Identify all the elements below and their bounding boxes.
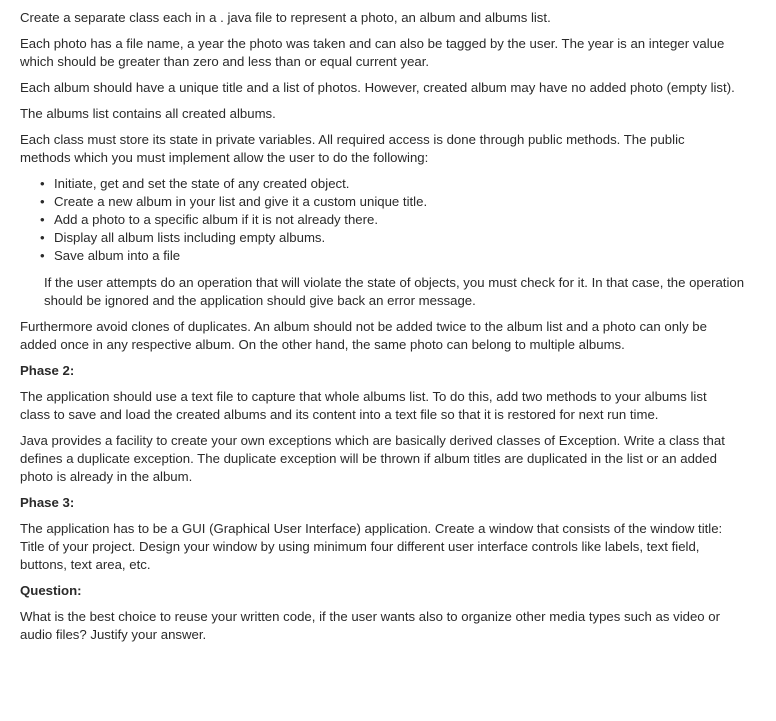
intro-paragraph-1: Create a separate class each in a . java file to represent a photo, an album and albums list.: [20, 10, 551, 25]
list-item-text: Display all album lists including empty albums.: [54, 230, 326, 245]
intro-paragraph-3: Each album should have a unique title and a list of photos. However, created album may have no added photo (empty list).: [20, 80, 735, 95]
phase2-paragraph-2: Java provides a facility to create your own exceptions which are basically derived classes of Exception. Write a class that defines a duplicate exception. The duplicate exception will be thrown if album titles are duplicated in the list or an added photo is already in the album.: [20, 433, 725, 484]
intro-paragraph-4: The albums list contains all created albums.: [20, 106, 276, 121]
bullet-icon: •: [40, 212, 45, 227]
list-item-text: Create a new album in your list and give it a custom unique title.: [54, 194, 428, 209]
bullet-icon: •: [40, 230, 45, 245]
list-item: [40, 211, 736, 229]
question-text: What is the best choice to reuse your written code, if the user wants also to organize other media types such as video or audio files? Justify your answer.: [20, 609, 721, 642]
list-item: [40, 229, 736, 247]
list-item-text: Add a photo to a specific album if it is not already there.: [54, 212, 379, 227]
question-heading: Question:: [20, 583, 82, 598]
phase3-heading: Phase 3:: [20, 495, 75, 510]
list-item-text: Save album into a file: [54, 248, 181, 263]
bullet-icon: •: [40, 194, 45, 209]
requirements-list: [20, 175, 736, 265]
phase2-heading: Phase 2:: [20, 363, 75, 378]
duplicates-note: Furthermore avoid clones of duplicates. An album should not be added twice to the album list and a photo can only be added once in any respective album. On the other hand, the same photo can belong to multiple albums.: [20, 319, 707, 352]
bullet-icon: •: [40, 248, 45, 263]
list-item: [40, 193, 736, 211]
phase2-paragraph-1: The application should use a text file to capture that whole albums list. To do this, add two methods to your albums list class to save and load the created albums and its content into a text file so that it is restored for next run time.: [20, 389, 707, 422]
list-item: [40, 247, 736, 265]
list-item: [40, 175, 736, 193]
intro-paragraph-5: Each class must store its state in private variables. All required access is done through public methods. The public methods which you must implement allow the user to do the following:: [20, 132, 685, 165]
intro-paragraph-2: Each photo has a file name, a year the photo was taken and can also be tagged by the user. The year is an integer value which should be greater than zero and less than or equal current year.: [20, 36, 725, 69]
list-item-text: Initiate, get and set the state of any created object.: [54, 176, 350, 191]
phase3-paragraph-1: The application has to be a GUI (Graphical User Interface) application. Create a window that consists of the window title: Title of your project. Design your window by using minimum four different user interface controls like labels, text field, buttons, text area, etc.: [20, 521, 723, 572]
bullet-icon: •: [40, 176, 45, 191]
state-check-note: If the user attempts do an operation that will violate the state of objects, you must check for it. In that case, the operation should be ignored and the application should give back an error message.: [44, 275, 745, 308]
